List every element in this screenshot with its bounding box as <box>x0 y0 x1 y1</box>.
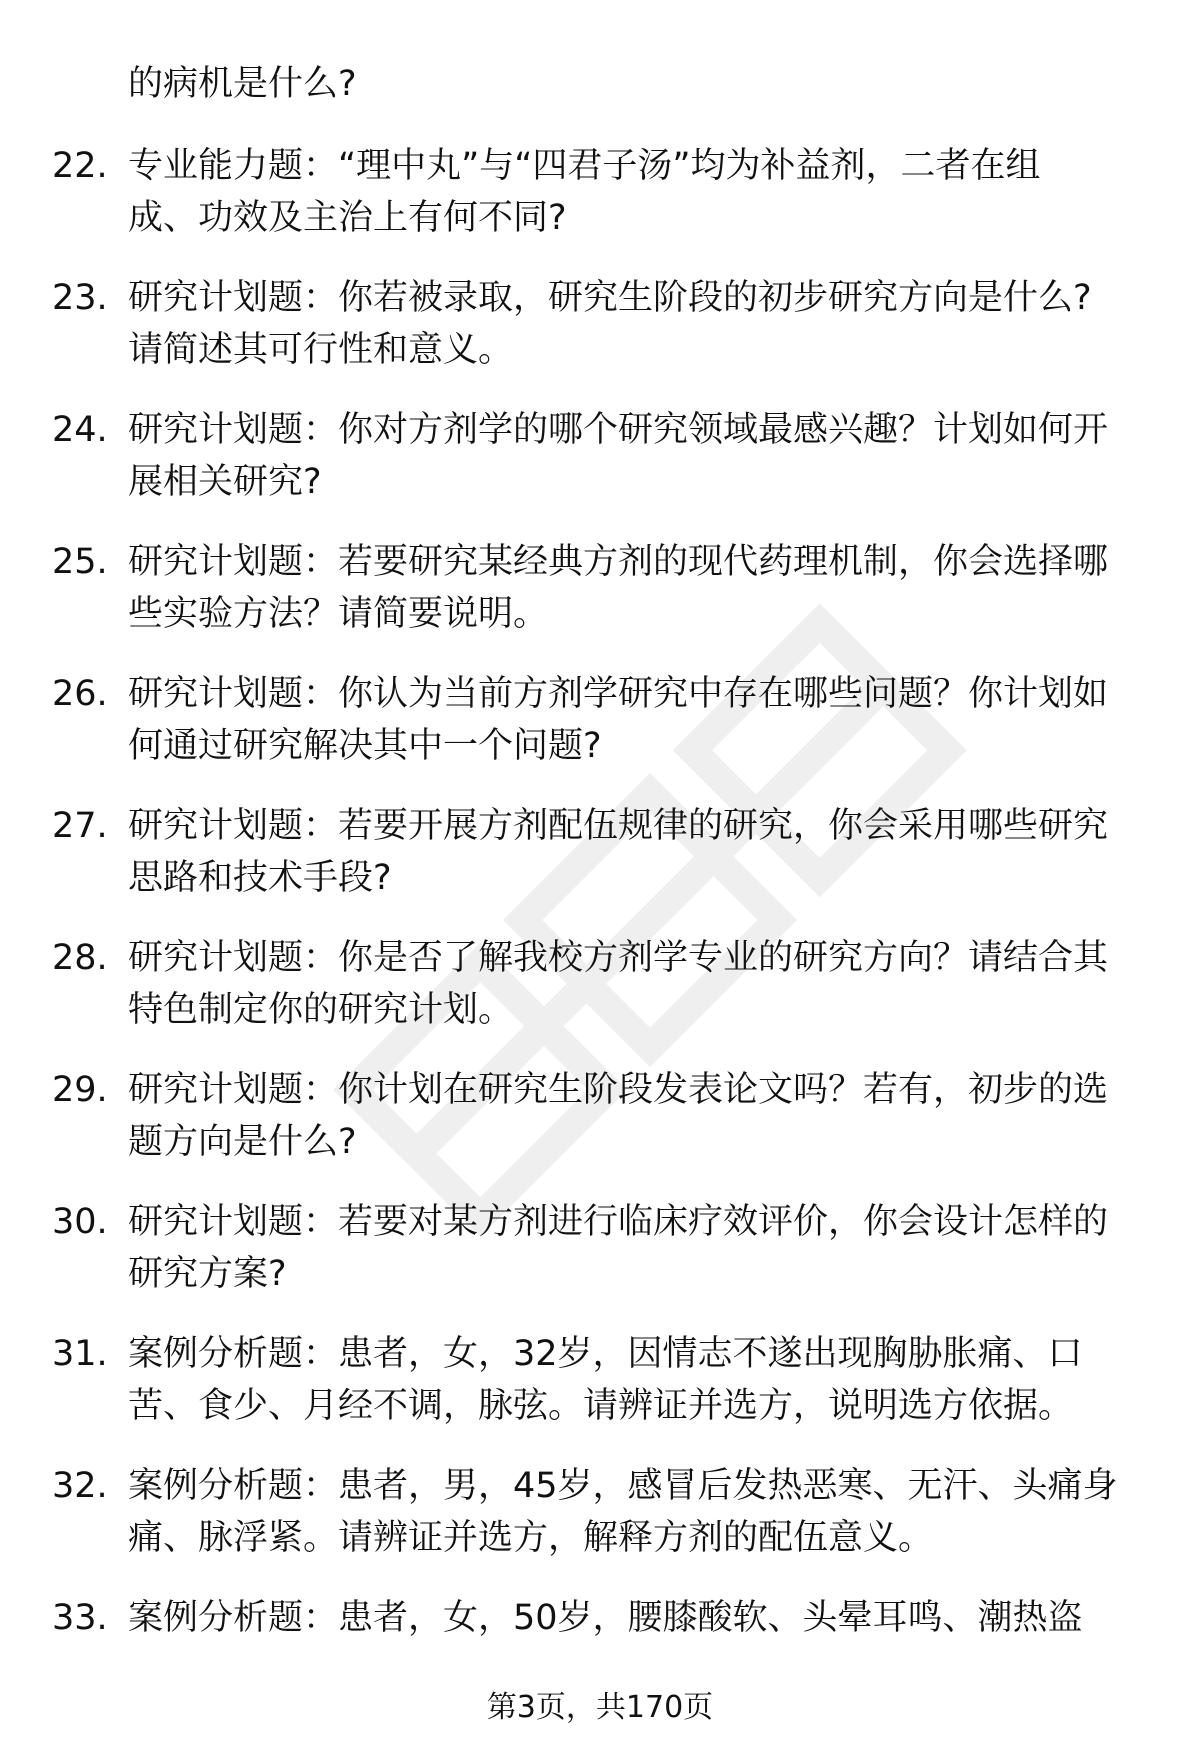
list-item <box>52 1328 1152 1460</box>
question-text <box>128 536 1146 640</box>
question-number: 24. <box>52 410 108 450</box>
question-list <box>52 140 1152 1724</box>
question-line: 研究计划题：你认为当前方剂学研究中存在哪些问题？你计划如 <box>128 674 1109 714</box>
question-line: 苦、食少、月经不调，脉弦。请辨证并选方，说明选方依据。 <box>128 1386 1074 1426</box>
question-line: 案例分析题：患者，女，32岁，因情志不遂出现胸胁胀痛、口 <box>128 1334 1083 1374</box>
question-number: 22. <box>52 146 108 186</box>
question-number: 23. <box>52 278 108 318</box>
question-line: 研究计划题：若要研究某经典方剂的现代药理机制，你会选择哪 <box>128 542 1109 582</box>
question-number: 33. <box>52 1598 108 1638</box>
question-text <box>128 932 1146 1036</box>
question-number: 28. <box>52 938 108 978</box>
question-number: 29. <box>52 1070 108 1110</box>
question-line: 痛、脉浮紧。请辨证并选方，解释方剂的配伍意义。 <box>128 1518 934 1558</box>
question-line: 研究计划题：你计划在研究生阶段发表论文吗？若有，初步的选 <box>128 1070 1109 1110</box>
question-number: 26. <box>52 674 108 714</box>
question-text <box>128 1064 1146 1168</box>
question-text <box>128 668 1146 772</box>
question-text <box>128 800 1146 904</box>
question-text <box>128 1460 1146 1564</box>
list-item <box>52 272 1152 404</box>
question-text <box>128 1196 1146 1300</box>
question-line: 请简述其可行性和意义。 <box>128 330 514 370</box>
question-number: 27. <box>52 806 108 846</box>
continuation-text: 的病机是什么? <box>128 64 357 104</box>
question-number: 32. <box>52 1466 108 1506</box>
question-text <box>128 272 1146 376</box>
question-text <box>128 404 1146 508</box>
question-line: 研究计划题：你若被录取，研究生阶段的初步研究方向是什么? <box>128 278 1092 318</box>
list-item <box>52 800 1152 932</box>
question-text <box>128 140 1146 244</box>
list-item <box>52 536 1152 668</box>
question-line: 特色制定你的研究计划。 <box>128 990 514 1030</box>
question-line: 研究计划题：若要对某方剂进行临床疗效评价，你会设计怎样的 <box>128 1202 1109 1242</box>
list-item <box>52 404 1152 536</box>
list-item <box>52 668 1152 800</box>
question-text <box>128 1592 1146 1644</box>
question-line: 研究计划题：你对方剂学的哪个研究领域最感兴趣？计划如何开 <box>128 410 1109 450</box>
question-line: 成、功效及主治上有何不同? <box>128 198 567 238</box>
question-line: 研究计划题：你是否了解我校方剂学专业的研究方向？请结合其 <box>128 938 1109 978</box>
question-line: 研究计划题：若要开展方剂配伍规律的研究，你会采用哪些研究 <box>128 806 1109 846</box>
question-text <box>128 1328 1146 1432</box>
question-line: 展相关研究? <box>128 462 322 502</box>
question-line: 题方向是什么? <box>128 1122 357 1162</box>
list-item <box>52 140 1152 272</box>
question-line: 何通过研究解决其中一个问题? <box>128 726 602 766</box>
list-item <box>52 1064 1152 1196</box>
question-line: 研究方案? <box>128 1254 287 1294</box>
question-line: 些实验方法？请简要说明。 <box>128 594 549 634</box>
question-number: 30. <box>52 1202 108 1242</box>
question-line: 思路和技术手段? <box>128 858 392 898</box>
question-number: 25. <box>52 542 108 582</box>
page-footer: 第3页，共170页 <box>486 1690 714 1725</box>
question-line: 案例分析题：患者，女，50岁，腰膝酸软、头晕耳鸣、潮热盗 <box>128 1598 1083 1638</box>
list-item <box>52 1460 1152 1592</box>
list-item <box>52 932 1152 1064</box>
question-line: 案例分析题：患者，男，45岁，感冒后发热恶寒、无汗、头痛身 <box>128 1466 1118 1506</box>
question-line: 专业能力题：“理中丸”与“四君子汤”均为补益剂，二者在组 <box>128 146 1041 186</box>
question-number: 31. <box>52 1334 108 1374</box>
list-item <box>52 1196 1152 1328</box>
